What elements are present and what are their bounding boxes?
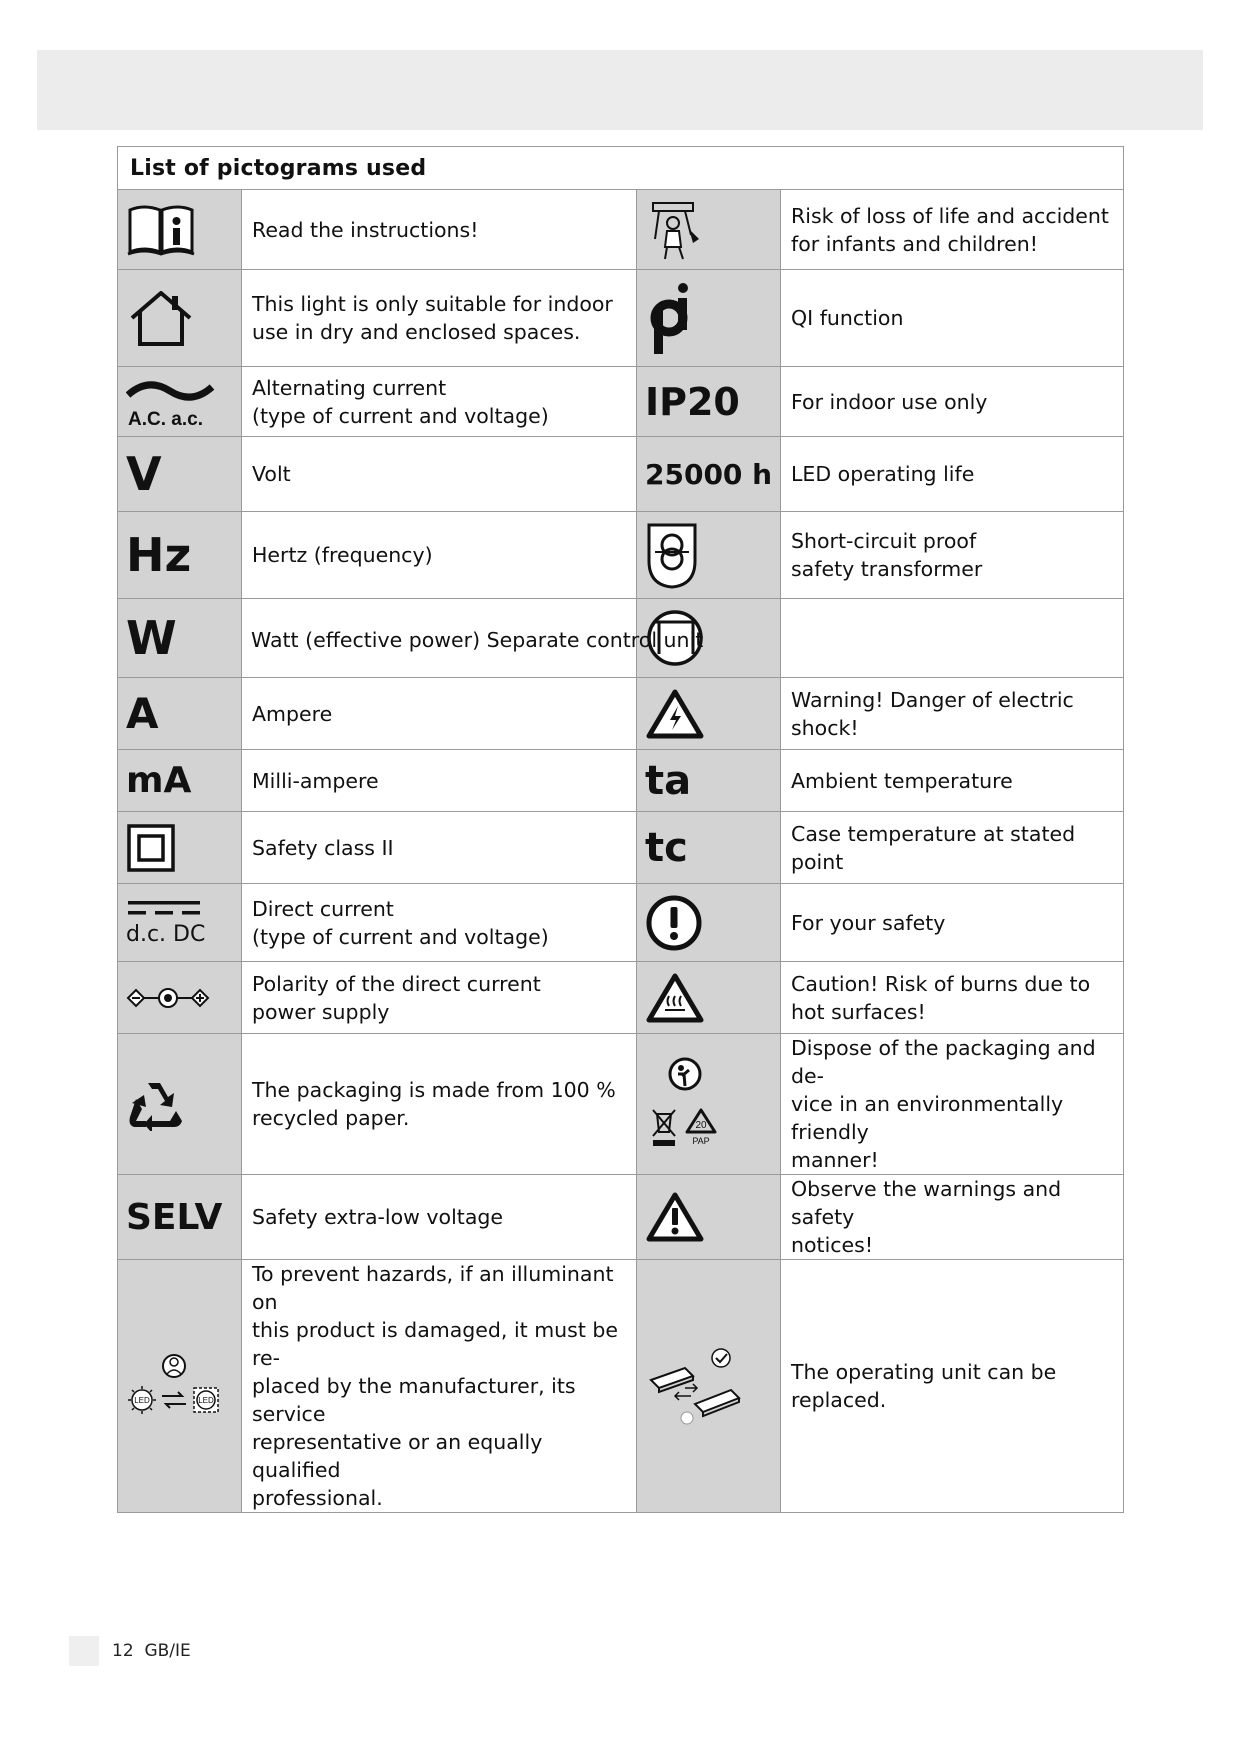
text-line: Safety extra-low voltage [252, 1205, 504, 1229]
svg-text:LED: LED [134, 1396, 150, 1405]
row-11-right-text [781, 962, 1124, 1034]
table-row [118, 270, 1124, 367]
text-line: professional. [252, 1486, 383, 1510]
text-line: Milli-ampere [252, 768, 379, 793]
row-14-right-text [781, 1260, 1124, 1513]
page-number: 12 [112, 1641, 134, 1661]
electric-shock-warning-icon [637, 678, 781, 750]
row-5-right-text [781, 512, 1124, 599]
text-line: use in dry and enclosed spaces. [252, 320, 581, 344]
row-9-left-text [242, 812, 637, 884]
text-line: safety transformer [791, 557, 983, 581]
text-line: (type of current and voltage) [252, 924, 549, 949]
text-line: manner! [791, 1148, 879, 1172]
exclamation-circle-icon [637, 884, 781, 962]
case-temp-icon: tc [637, 812, 781, 884]
row-9-right-text [781, 812, 1124, 884]
row-5-left-text [242, 512, 637, 599]
text-line: For indoor use only [791, 389, 988, 414]
text-line: Ampere [252, 701, 333, 726]
text-line: QI function [791, 306, 904, 330]
row-1-left-text [242, 190, 637, 270]
row-11-left-text [242, 962, 637, 1034]
text-line: placed by the manufacturer, its service [252, 1374, 576, 1426]
text-line: for infants and children! [791, 231, 1038, 256]
table-row [118, 190, 1124, 270]
row-6-right-text [781, 599, 1124, 678]
row-4-left-text [242, 437, 637, 512]
text-line: hot surfaces! [791, 999, 926, 1024]
text-line: Case temperature at stated point [791, 821, 1076, 874]
pictogram-table [117, 146, 1124, 1513]
watt-icon: W [118, 599, 242, 678]
row-10-right-text [781, 884, 1124, 962]
milliampere-icon: mA [118, 750, 242, 812]
row-4-right-text [781, 437, 1124, 512]
table-row [118, 1034, 1124, 1175]
ambient-temp-icon: ta [637, 750, 781, 812]
text-line: Hertz (frequency) [252, 543, 433, 567]
table-row [118, 1175, 1124, 1260]
selv-icon: SELV [118, 1175, 242, 1260]
child-risk-icon [637, 190, 781, 270]
text-line: The packaging is made from 100 % [252, 1078, 616, 1102]
text-line: Warning! Danger of electric [791, 687, 1074, 712]
table-row [118, 750, 1124, 812]
led-replace-icon [118, 1260, 242, 1513]
row-14-left-text [242, 1260, 637, 1513]
table-row [118, 437, 1124, 512]
table-row [118, 962, 1124, 1034]
text-line: This light is only suitable for indoor [252, 292, 613, 316]
table-row [118, 1260, 1124, 1513]
safety-class-2-icon [118, 812, 242, 884]
footer-marker [69, 1636, 99, 1666]
hot-surface-warning-icon [637, 962, 781, 1034]
ampere-icon: A [118, 678, 242, 750]
table-row [118, 678, 1124, 750]
text-line: Ambient temperature [791, 768, 1013, 793]
dispose-icon [637, 1034, 781, 1175]
svg-text:LED: LED [198, 1396, 214, 1405]
page-locale: GB/IE [144, 1641, 191, 1661]
text-line: shock! [791, 715, 859, 740]
row-2-left-text [242, 270, 637, 367]
svg-text:20: 20 [695, 1120, 707, 1131]
row-2-right-text [781, 270, 1124, 367]
led-life-icon: 25000 h [637, 437, 781, 512]
volt-icon: V [118, 437, 242, 512]
text-line: Short-circuit proof [791, 529, 977, 553]
row-1-right-text [781, 190, 1124, 270]
warning-triangle-icon [637, 1175, 781, 1260]
table-row [118, 884, 1124, 962]
text-line: For your safety [791, 910, 946, 935]
text-line: Read the instructions! [252, 217, 479, 242]
text-line: The operating unit can be [791, 1360, 1057, 1384]
text-line: Observe the warnings and safety [791, 1177, 1062, 1229]
text-line: recycled paper. [252, 1106, 410, 1130]
row-7-right-text [781, 678, 1124, 750]
direct-current-icon [118, 884, 242, 962]
text-line: power supply [252, 999, 390, 1024]
table-row [118, 367, 1124, 437]
row-7-left-text [242, 678, 637, 750]
dc-label: d.c. DC [126, 922, 206, 947]
alternating-current-icon [118, 367, 242, 437]
row-13-left-text [242, 1175, 637, 1260]
row-12-right-text [781, 1034, 1124, 1175]
row-3-left-text [242, 367, 637, 437]
watt-row-text: Watt (effective power) Separate control unit [251, 628, 704, 652]
text-line: Safety class II [252, 835, 394, 860]
table-title: List of pictograms used [118, 147, 1124, 190]
text-line: this product is damaged, it must be re- [252, 1318, 619, 1370]
text-line: vice in an environmentally friendly [791, 1092, 1064, 1144]
header-band [37, 50, 1203, 130]
text-line: (type of current and voltage) [252, 403, 549, 428]
row-8-right-text [781, 750, 1124, 812]
text-line: representative or an equally qualified [252, 1430, 543, 1482]
read-instructions-icon [118, 190, 242, 270]
text-line: Caution! Risk of burns due to [791, 971, 1091, 996]
text-line: Volt [252, 462, 291, 486]
operating-unit-replace-icon [637, 1260, 781, 1513]
text-line: notices! [791, 1233, 874, 1257]
row-3-right-text [781, 367, 1124, 437]
text-line: Risk of loss of life and accident [791, 203, 1109, 228]
svg-text:A.C. a.c.: A.C. a.c. [128, 408, 203, 430]
ip20-icon: IP20 [637, 367, 781, 437]
table-row [118, 812, 1124, 884]
qi-icon [637, 270, 781, 367]
polarity-icon [118, 962, 242, 1034]
house-icon [118, 270, 242, 367]
text-line: replaced. [791, 1388, 887, 1412]
transformer-icon [637, 512, 781, 599]
hertz-icon: Hz [118, 512, 242, 599]
text-line: LED operating life [791, 462, 975, 486]
row-8-left-text [242, 750, 637, 812]
row-13-right-text [781, 1175, 1124, 1260]
text-line: To prevent hazards, if an illuminant on [252, 1262, 614, 1314]
recycle-icon [118, 1034, 242, 1175]
row-10-left-text [242, 884, 637, 962]
row-12-left-text [242, 1034, 637, 1175]
text-line: Dispose of the packaging and de- [791, 1036, 1096, 1088]
svg-text:PAP: PAP [692, 1136, 710, 1146]
text-line: Alternating current [252, 375, 447, 400]
page-footer [112, 1641, 191, 1661]
text-line: Direct current [252, 896, 394, 921]
table-row [118, 512, 1124, 599]
text-line: Polarity of the direct current [252, 971, 541, 996]
